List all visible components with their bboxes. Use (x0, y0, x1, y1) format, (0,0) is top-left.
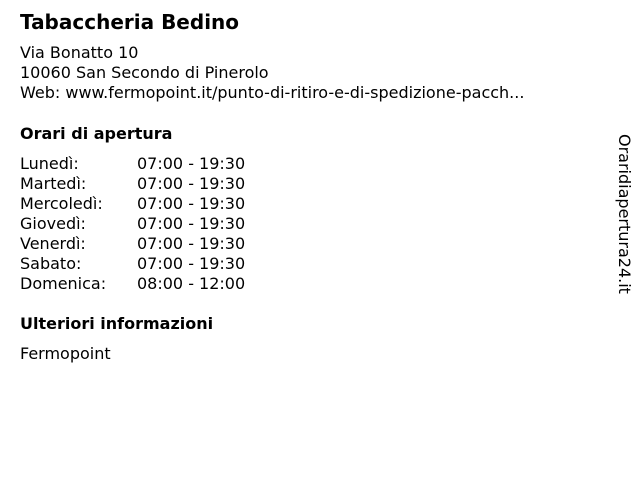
time-range: 07:00 - 19:30 (137, 154, 246, 173)
hours-heading: Orari di apertura (20, 124, 173, 143)
day-label: Lunedì: (20, 154, 79, 173)
hours-row-monday (20, 154, 280, 174)
day-label: Sabato: (20, 254, 82, 273)
time-range: 07:00 - 19:30 (137, 174, 246, 193)
street-address: Via Bonatto 10 (20, 43, 139, 62)
day-label: Domenica: (20, 274, 107, 293)
time-range: 07:00 - 19:30 (137, 194, 246, 213)
info-heading: Ulteriori informazioni (20, 314, 214, 333)
hours-table (20, 154, 280, 294)
day-label: Venerdì: (20, 234, 86, 253)
hours-row-saturday (20, 254, 280, 274)
city-address: 10060 San Secondo di Pinerolo (20, 63, 269, 82)
day-label: Mercoledì: (20, 194, 103, 213)
hours-row-sunday (20, 274, 280, 294)
time-range: 08:00 - 12:00 (137, 274, 246, 293)
hours-row-friday (20, 234, 280, 254)
hours-row-tuesday (20, 174, 280, 194)
hours-row-wednesday (20, 194, 280, 214)
hours-row-thursday (20, 214, 280, 234)
address-block (20, 43, 524, 103)
page-title: Tabaccheria Bedino (20, 10, 240, 34)
watermark-text: Oraridiapertura24.it (615, 134, 634, 294)
time-range: 07:00 - 19:30 (137, 254, 246, 273)
info-text: Fermopoint (20, 344, 111, 363)
day-label: Martedì: (20, 174, 87, 193)
time-range: 07:00 - 19:30 (137, 214, 246, 233)
time-range: 07:00 - 19:30 (137, 234, 246, 253)
day-label: Giovedì: (20, 214, 86, 233)
website-link[interactable]: Web: www.fermopoint.it/punto-di-ritiro-e-di-spedizione-pacch... (20, 83, 525, 102)
